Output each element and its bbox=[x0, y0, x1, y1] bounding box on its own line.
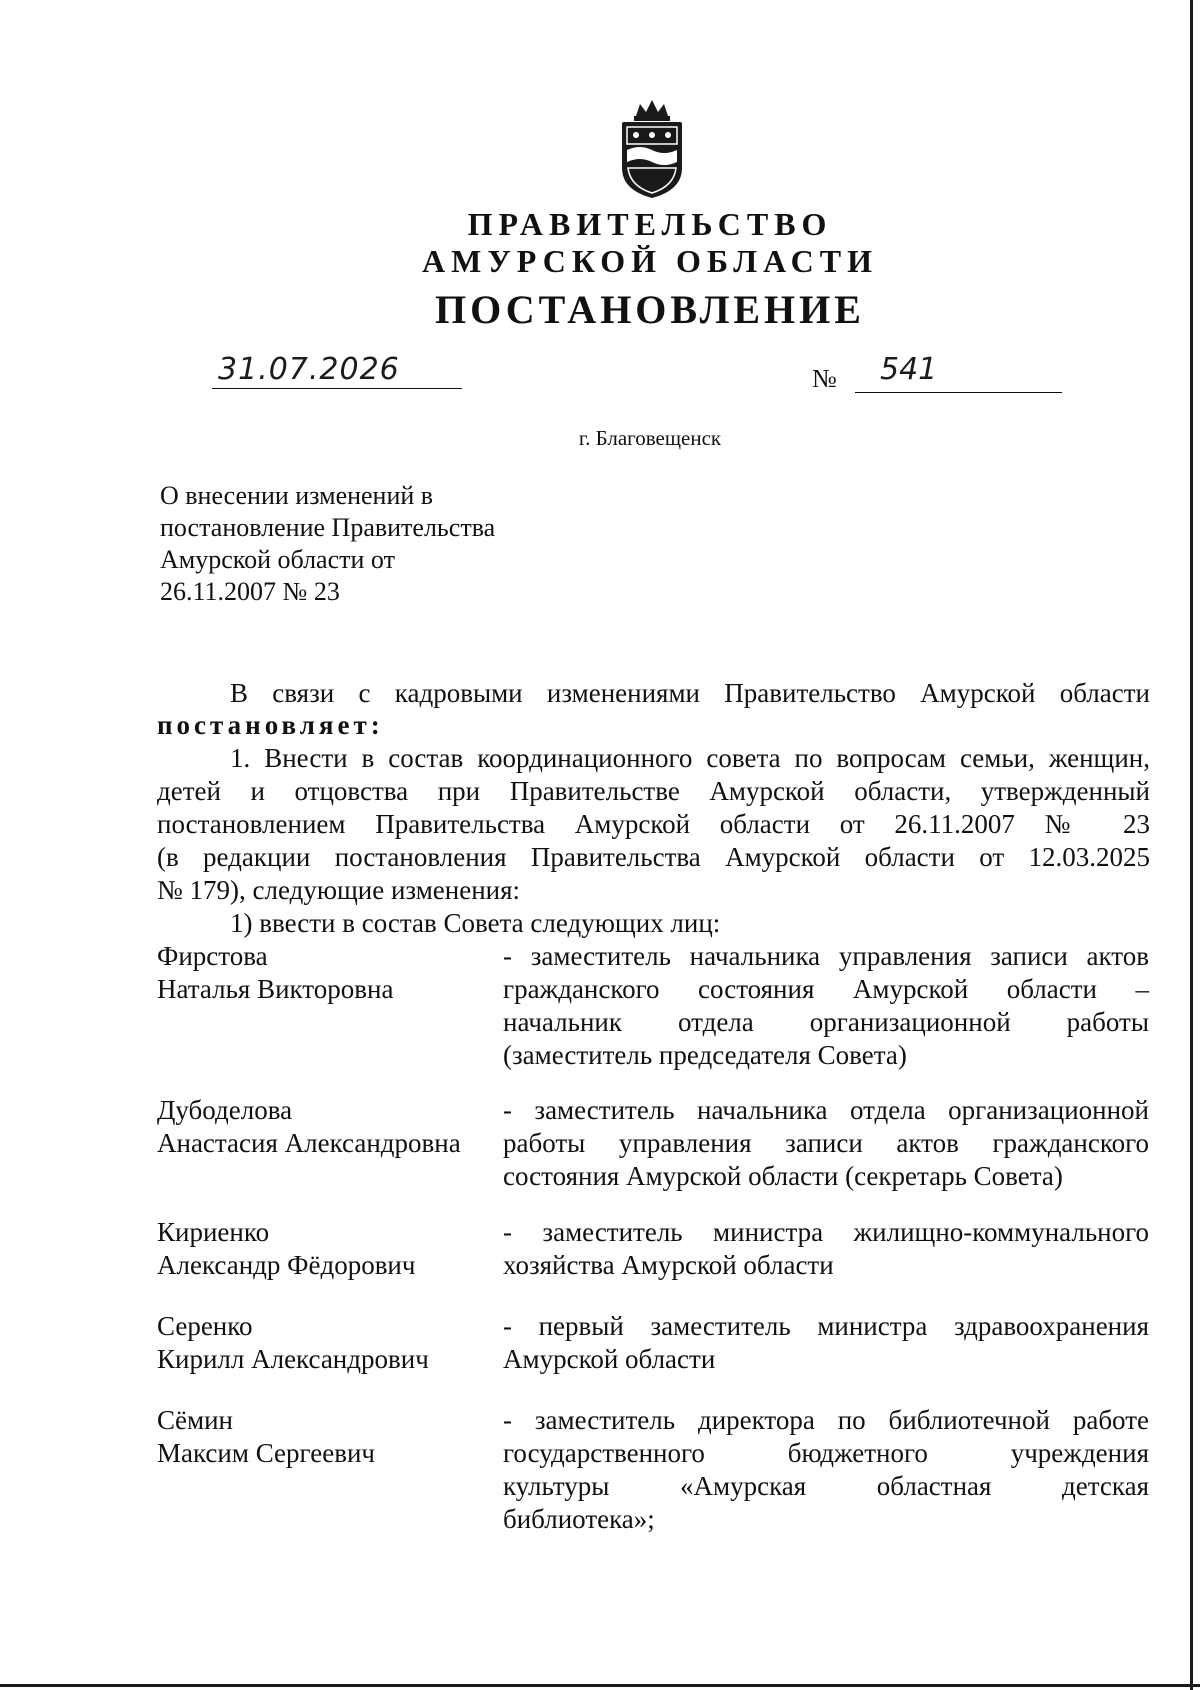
member-given-names: Кирилл Александрович bbox=[157, 1344, 429, 1374]
member-surname: Фирстова bbox=[157, 941, 268, 971]
member-surname: Дубоделова bbox=[157, 1095, 293, 1125]
member-role bbox=[503, 1216, 1149, 1282]
role-line: культуры «Амурская областная детская bbox=[503, 1471, 1149, 1501]
member-given-names: Наталья Викторовна bbox=[157, 974, 394, 1004]
resolves-word: постановляет: bbox=[157, 710, 384, 740]
role-line: - заместитель начальника отдела организационной bbox=[503, 1095, 1149, 1125]
clause1-line: (в редакции постановления Правительства Амурской области от 12.03.2025 bbox=[157, 842, 1150, 872]
member-role bbox=[503, 940, 1149, 1072]
subclause1: 1) ввести в состав Совета следующих лиц: bbox=[230, 908, 721, 938]
member-name bbox=[157, 940, 393, 1006]
role-line: - первый заместитель министра здравоохранения bbox=[503, 1311, 1149, 1341]
role-line: гражданского состояния Амурской области – bbox=[503, 974, 1149, 1004]
member-role bbox=[503, 1404, 1149, 1536]
document-type-title: ПОСТАНОВЛЕНИЕ bbox=[435, 287, 865, 332]
page-edge-bottom bbox=[0, 1684, 1200, 1687]
role-line: - заместитель начальника управления записи актов bbox=[503, 941, 1149, 971]
org-name-line2: АМУРСКОЙ ОБЛАСТИ bbox=[422, 243, 878, 279]
subject-line: постановление Правительства bbox=[160, 513, 496, 542]
role-line: - заместитель министра жилищно-коммунального bbox=[503, 1217, 1149, 1247]
number-sign: № bbox=[812, 364, 837, 393]
document-subject bbox=[160, 480, 580, 608]
city-name: г. Благовещенск bbox=[578, 426, 722, 450]
role-line: библиотека»; bbox=[503, 1504, 655, 1534]
member-given-names: Максим Сергеевич bbox=[157, 1438, 375, 1468]
role-line: Амурской области bbox=[503, 1344, 716, 1374]
member-name bbox=[157, 1094, 461, 1160]
preamble-line: В связи с кадровыми изменениями Правительство Амурской области bbox=[230, 678, 1150, 708]
member-surname: Кириенко bbox=[157, 1217, 270, 1247]
role-line: работы управления записи актов гражданского bbox=[503, 1128, 1149, 1158]
member-name bbox=[157, 1310, 429, 1376]
document-date: 31.07.2026 bbox=[218, 352, 400, 387]
member-role bbox=[503, 1094, 1149, 1193]
date-underline bbox=[212, 388, 462, 389]
member-name bbox=[157, 1404, 375, 1470]
member-given-names: Анастасия Александровна bbox=[157, 1128, 461, 1158]
clause1-line: 1. Внести в состав координационного совета по вопросам семьи, женщин, bbox=[230, 743, 1150, 773]
role-line: состояния Амурской области (секретарь Совета) bbox=[503, 1161, 1063, 1191]
role-line: начальник отдела организационной работы bbox=[503, 1007, 1149, 1037]
subject-line: О внесении изменений в bbox=[160, 481, 434, 510]
member-given-names: Александр Фёдорович bbox=[157, 1250, 416, 1280]
subject-line: Амурской области от bbox=[160, 545, 395, 574]
member-role bbox=[503, 1310, 1149, 1376]
role-line: государственного бюджетного учреждения bbox=[503, 1438, 1149, 1468]
org-name-line1: ПРАВИТЕЛЬСТВО bbox=[467, 206, 833, 242]
amur-region-emblem-icon bbox=[612, 98, 692, 202]
member-surname: Сёмин bbox=[157, 1405, 233, 1435]
clause1-line: постановлением Правительства Амурской области от 26.11.2007 № 23 bbox=[157, 809, 1150, 839]
role-line: - заместитель директора по библиотечной работе bbox=[503, 1405, 1149, 1435]
subject-line: 26.11.2007 № 23 bbox=[160, 577, 340, 606]
clause1-line: детей и отцовства при Правительстве Амурской области, утвержденный bbox=[157, 776, 1150, 806]
clause1-line: № 179), следующие изменения: bbox=[157, 875, 521, 905]
role-line: хозяйства Амурской области bbox=[503, 1250, 834, 1280]
number-underline bbox=[855, 392, 1062, 393]
role-line: (заместитель председателя Совета) bbox=[503, 1040, 907, 1070]
document-number: 541 bbox=[880, 352, 938, 387]
member-name bbox=[157, 1216, 415, 1282]
member-surname: Серенко bbox=[157, 1311, 253, 1341]
